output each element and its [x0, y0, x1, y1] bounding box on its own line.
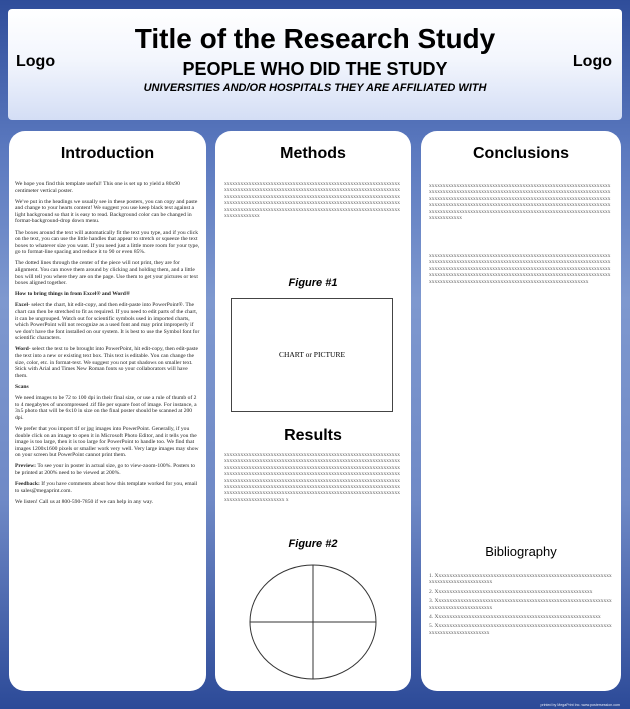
chart-placeholder-label: CHART or PICTURE: [278, 350, 346, 359]
chart-placeholder-box: [231, 298, 393, 412]
word-label: Word: [15, 346, 29, 353]
excel-text: - select the chart, hit edit-copy, and then edit-paste into PowerPoint®. The chart can then be stretched to fit as required. If you need to edit parts of the chart, it can be ungrouped. Watch out for scientific symbols used in imported charts, which PowerPoint will not recognize as a used font and may print improperly if we don't have the font installed on our system. It is best to use the Symbol font for scientific characters.: [15, 302, 200, 342]
intro-paragraph: We need images to be 72 to 100 dpi in their final size, or use a rule of thumb of 2 to 4 megabytes of uncompressed .tif file per square foot of image. For instance, a 3x5 photo that will be 6x10 in size on the final poster should be scanned at 200 dpi.: [15, 395, 197, 421]
methods-results-panel: [215, 131, 411, 691]
pie-chart-placeholder: [248, 563, 378, 681]
preview-text: To see your in poster in actual size, go to view-zoom-100%. Posters to be printed at 200% need to be viewed at 200%.: [15, 463, 196, 476]
excel-label: Excel: [15, 302, 29, 309]
results-heading: Results: [284, 427, 342, 444]
intro-paragraph: The dotted lines through the center of the piece will not print, they are for alignment. You can move them around by clicking and holding them, and a little box will tell you where they are on the page. Use them to get your pictures or text boxes aligned together.: [15, 260, 198, 287]
figure-1-caption: Figure #1: [288, 277, 338, 289]
intro-subheading: Scans: [15, 383, 29, 390]
conclusions-text-2: xxxxxxxxxxxxxxxxxxxxxxxxxxxxxxxxxxxxxxxxxxxxxxxxxxxxxxxxxxxxxxxxxxxxxxxxxxxxxxxxxxxxxxxxxxxxxxxxxxxxxxxxxxxxxxxxxxxxxxxxxxxxxxxxxxxxxxxxxxxxxxxxxxxxxxxxxxxxxxxxxxxxxxxxxxxxxxxxxxxxxxxxxxxxxxxxxxxxxxxxxxxxxxxxxxxxxxxxxxxxxxxxxxxxxxxxxxxxxxxxxxxxxxxxxxxxxxxxxxxxxxxxxxxxxxxxxxxxxxxxxxxxxxxxxxxxxxxxxxxxxxxxxxxxxxxxxxxxxxxxxx: [429, 253, 611, 285]
intro-paragraph: The boxes around the text will automatically fit the text you type, and if you click on the text, you can use the little handles that appear to stretch or squeeze the text boxes to whatever size you want. If you need just a little more room for your type, go to format-line spacing and reduce it to 90 or even 85%.: [15, 229, 200, 256]
bibliography-item: 3. Xxxxxxxxxxxxxxxxxxxxxxxxxxxxxxxxxxxxxxxxxxxxxxxxxxxxxxxxxxxxxxxxxxxxxxxxxxxxxxxxxxxxxxx: [429, 598, 612, 611]
intro-paragraph: We listen! Call us at 800-590-7850 if we can help in any way.: [15, 498, 154, 505]
conclusions-text-1: xxxxxxxxxxxxxxxxxxxxxxxxxxxxxxxxxxxxxxxxxxxxxxxxxxxxxxxxxxxxxxxxxxxxxxxxxxxxxxxxxxxxxxxxxxxxxxxxxxxxxxxxxxxxxxxxxxxxxxxxxxxxxxxxxxxxxxxxxxxxxxxxxxxxxxxxxxxxxxxxxxxxxxxxxxxxxxxxxxxxxxxxxxxxxxxxxxxxxxxxxxxxxxxxxxxxxxxxxxxxxxxxxxxxxxxxxxxxxxxxxxxxxxxxxxxxxxxxxxxxxxxxxxxxxxxxxxxxxxxxxxxxxxxxxxxxxxxxxxxxxxxxxxxxxxxxxxxxxxxxxxxxxxxxxxxxxxxxxxxxxx: [429, 183, 611, 222]
authors: PEOPLE WHO DID THE STUDY: [182, 59, 448, 79]
methods-heading: Methods: [280, 145, 346, 162]
intro-paragraph: [15, 481, 200, 494]
feedback-label: Feedback:: [15, 481, 40, 488]
intro-paragraph: [15, 463, 200, 476]
intro-subheading: How to bring things in from Excel® and Word®: [15, 291, 131, 298]
intro-paragraph: [15, 346, 200, 379]
intro-paragraph: We hope you find this template useful! This one is set up to yield a 80x90 centimeter vertical poster.: [15, 181, 180, 194]
results-text: xxxxxxxxxxxxxxxxxxxxxxxxxxxxxxxxxxxxxxxxxxxxxxxxxxxxxxxxxxxxxxxxxxxxxxxxxxxxxxxxxxxxxxxxxxxxxxxxxxxxxxxxxxxxxxxxxxxxxxxxxxxxxxxxxxxxxxxxxxxxxxxxxxxxxxxxxxxxxxxxxxxxxxxxxxxxxxxxxxxxxxxxxxxxxxxxxxxxxxxxxxxxxxxxxxxxxxxxxxxxxxxxxxxxxxxxxxxxxxxxxxxxxxxxxxxxxxxxxxxxxxxxxxxxxxxxxxxxxxxxxxxxxxxxxxxxxxxxxxxxxxxxxxxxxxxxxxxxxxxxxxxxxxxxxxxxxxxxxxxxxxxxxxxxxxxxxxxxxxxxxxxxxxxxxxxxxxxxxxxxxxxxxxxxxxxxxxxxxxxxxxxxxxxxxxxxxxxxxxxxxxxxxxxxxxxxxxxxxxxxxxxxxxxxxxxxxxxxxxxxxxxxxxxxxx x: [224, 452, 400, 503]
affiliations: UNIVERSITIES AND/OR HOSPITALS THEY ARE AFFILIATED WITH: [143, 82, 487, 94]
introduction-body: [15, 181, 200, 510]
intro-paragraph: We prefer that you import tif or jpg images into PowerPoint. Generally, if you double click on an image to open it in Microsoft Photo Editor, and it tells you the image is too large, then it is too large for PowerPoint to handle too. We find that images 1200x1600 pixels or smaller work very well. Very large images may show on your screen but PowerPoint cannot print them.: [15, 425, 199, 459]
preview-label: Preview:: [15, 463, 37, 470]
printer-credit: printed by MegaPrint Inc. www.postersession.com: [540, 703, 620, 707]
intro-paragraph: [15, 302, 200, 342]
logo-left: Logo: [16, 53, 56, 70]
introduction-heading: Introduction: [60, 145, 155, 162]
figure-2-caption: Figure #2: [288, 538, 338, 550]
conclusions-panel: [421, 131, 621, 691]
conclusions-heading: Conclusions: [472, 145, 569, 162]
methods-text: xxxxxxxxxxxxxxxxxxxxxxxxxxxxxxxxxxxxxxxxxxxxxxxxxxxxxxxxxxxxxxxxxxxxxxxxxxxxxxxxxxxxxxxxxxxxxxxxxxxxxxxxxxxxxxxxxxxxxxxxxxxxxxxxxxxxxxxxxxxxxxxxxxxxxxxxxxxxxxxxxxxxxxxxxxxxxxxxxxxxxxxxxxxxxxxxxxxxxxxxxxxxxxxxxxxxxxxxxxxxxxxxxxxxxxxxxxxxxxxxxxxxxxxxxxxxxxxxxxxxxxxxxxxxxxxxxxxxxxxxxxxxxxxxxxxxxxxxxxxxxxxxxxxxxxxxxxxxxxxxxxxxxxxxxxxxx: [224, 181, 400, 220]
intro-paragraph: We've put in the headings we usually see in these posters, you can copy and paste and change to your hearts content! We suggest you use keep black text against a light background so that it is easy to read. Background color can be changed in format-background-drop down menu.: [15, 198, 198, 225]
word-text: - select the text to be brought into PowerPoint, hit edit-copy, then edit-paste the text into a new or existing text box. This text is editable. You can change the size, color, etc. in format-text. We suggest you not put shadows on smaller text. Stick with Arial and Times New Roman fonts so your collaborators will have them.: [15, 346, 198, 379]
poster-header: [8, 9, 622, 120]
bibliography-list: [429, 573, 613, 639]
bibliography-item: 2. Xxxxxxxxxxxxxxxxxxxxxxxxxxxxxxxxxxxxxxxxxxxxxxxxxxxxxxxxx: [429, 588, 593, 595]
logo-right: Logo: [572, 53, 612, 70]
poster-title: Title of the Research Study: [134, 23, 496, 54]
bibliography-heading: Bibliography: [485, 544, 557, 559]
introduction-panel: [9, 131, 206, 691]
feedback-text: If you have comments about how this template worked for you, email to sales@megaprint.com.: [15, 481, 198, 494]
bibliography-item: 1. Xxxxxxxxxxxxxxxxxxxxxxxxxxxxxxxxxxxxxxxxxxxxxxxxxxxxxxxxxxxxxxxxxxxxxxxxxxxxxxxxxxxxxxx: [429, 573, 612, 586]
bibliography-item: 5. Xxxxxxxxxxxxxxxxxxxxxxxxxxxxxxxxxxxxxxxxxxxxxxxxxxxxxxxxxxxxxxxxxxxxxxxxxxxxxxxxxxxxxx: [429, 623, 612, 636]
bibliography-item: 4. Xxxxxxxxxxxxxxxxxxxxxxxxxxxxxxxxxxxxxxxxxxxxxxxxxxxxxxxxxxxx: [429, 614, 601, 621]
